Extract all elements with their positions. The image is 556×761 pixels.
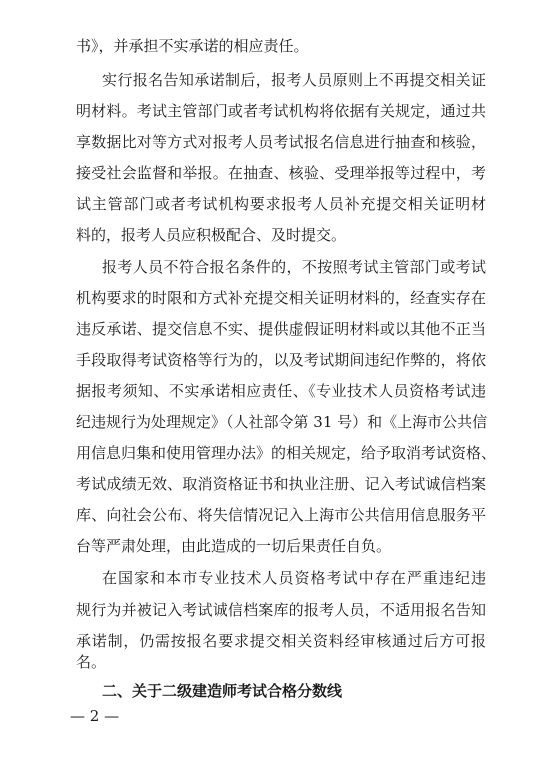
paragraph-line: 违反承诺、提交信息不实、提供虚假证明材料或以其他不正当 (76, 320, 486, 338)
paragraph-line: 机构要求的时限和方式补充提交相关证明材料的，经查实存在 (76, 289, 486, 307)
paragraph-line: 料的，报考人员应积极配合、及时提交。 (76, 226, 347, 244)
paragraph-line: 报考人员不符合报名条件的，不按照考试主管部门或考试 (102, 258, 486, 276)
paragraph-line: 规行为并被记入考试诚信档案库的报考人员，不适用报名告知 (76, 601, 486, 619)
paragraph-line: 书》，并承担不实承诺的相应责任。 (76, 37, 309, 55)
section-heading: 二、关于二级建造师考试合格分数线 (102, 682, 343, 700)
paragraph-line: 名。 (76, 653, 107, 671)
paragraph-line: 试主管部门或者考试机构要求报考人员补充提交相关证明材 (76, 195, 486, 213)
page-number: — 2 — (70, 707, 120, 725)
paragraph-line: 享数据比对等方式对报考人员考试报名信息进行抽查和核验， (76, 133, 486, 151)
paragraph-line: 手段取得考试资格等行为的，以及考试期间违纪作弊的，将依 (76, 351, 486, 369)
paragraph-line: 实行报名告知承诺制后，报考人员原则上不再提交相关证 (102, 71, 486, 89)
paragraph-line: 明材料。考试主管部门或者考试机构将依据有关规定，通过共 (76, 102, 486, 120)
paragraph-line: 接受社会监督和举报。在抽查、核验、受理举报等过程中，考 (76, 164, 486, 182)
paragraph-line: 据报考须知、不实承诺相应责任、《专业技术人员资格考试违 (76, 382, 486, 400)
paragraph-line: 用信息归集和使用管理办法》的相关规定，给予取消考试资格、 (76, 444, 497, 462)
paragraph-line: 在国家和本市专业技术人员资格考试中存在严重违纪违 (102, 569, 486, 587)
paragraph-line: 承诺制，仍需按报名要求提交相关资料经审核通过后方可报 (76, 632, 486, 650)
paragraph-line: 库、向社会公布、将失信情况记入上海市公共信用信息服务平 (76, 506, 486, 524)
paragraph-line: 台等严肃处理，由此造成的一切后果责任自负。 (76, 537, 392, 555)
paragraph-line: 纪违规行为处理规定》（人社部令第 31 号）和《上海市公共信 (76, 413, 488, 431)
paragraph-line: 考试成绩无效、取消资格证书和执业注册、记入考试诚信档案 (76, 475, 486, 493)
